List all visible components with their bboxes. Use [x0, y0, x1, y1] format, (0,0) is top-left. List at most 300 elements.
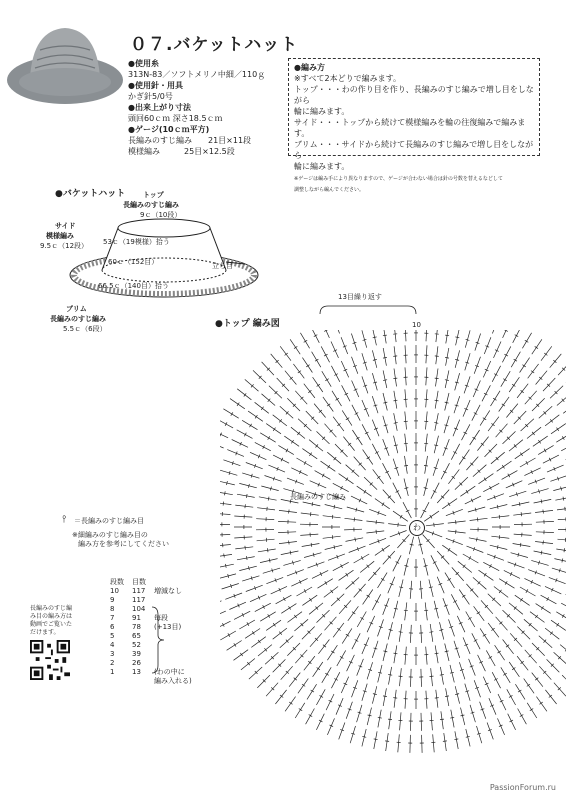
- stitch-mark: [383, 463, 391, 479]
- stitch-tick: [383, 696, 387, 697]
- stitch-mark: [499, 397, 509, 412]
- stitch-mark: [467, 546, 484, 552]
- stitch-mark: [502, 346, 510, 362]
- stitch-mark: [327, 452, 341, 464]
- stitch-mark: [352, 381, 359, 398]
- stitch-mark: [436, 690, 438, 708]
- stitch-tick: [383, 402, 387, 403]
- stitch-mark: [253, 370, 266, 383]
- stitch-tick: [317, 668, 320, 670]
- stitch-mark: [480, 410, 490, 425]
- stitch-mark: [484, 337, 491, 354]
- stitch-mark: [554, 559, 566, 563]
- stitch-tick: [538, 440, 540, 443]
- stitch-mark: [459, 590, 469, 605]
- stitch-mark: [543, 455, 559, 463]
- gauge-note-2: 調整しながら編んでください。: [294, 187, 365, 193]
- chart-center-ring: わ: [409, 520, 425, 536]
- stitch-mark: [333, 483, 349, 491]
- stitch-mark: [492, 672, 500, 688]
- stitch-mark: [524, 578, 540, 586]
- stitch-mark: [227, 641, 242, 651]
- stitch-mark: [426, 412, 428, 430]
- stitch-tick: [541, 551, 542, 555]
- stitch-tick: [332, 535, 333, 539]
- stitch-tick: [355, 538, 356, 542]
- stitch-tick: [404, 443, 408, 444]
- stitch-mark: [491, 452, 505, 464]
- stitch-mark: [333, 623, 344, 637]
- stitch-mark: [220, 492, 233, 495]
- stitch-tick: [399, 632, 403, 633]
- stitch-mark: [498, 718, 505, 735]
- stitch-tick: [246, 494, 247, 498]
- stitch-tick: [454, 739, 458, 740]
- qr-line: 動画でご覧いた: [30, 621, 73, 628]
- stitch-mark: [444, 733, 447, 751]
- stitch-mark: [336, 698, 343, 715]
- stitch-mark: [558, 539, 566, 541]
- row-number: 10: [110, 587, 119, 595]
- row-note: (+13目): [154, 623, 182, 631]
- stitch-mark: [237, 557, 255, 560]
- stitch-mark: [477, 437, 488, 451]
- stitch-mark: [425, 456, 428, 474]
- stitch-mark: [486, 650, 495, 666]
- stitch-mark: [556, 433, 566, 442]
- hat-section-title: ●バケットハット: [55, 189, 126, 199]
- stitch-mark: [307, 684, 317, 699]
- stitch-mark: [388, 622, 392, 639]
- stitch-mark: [405, 456, 408, 474]
- stitch-tick: [332, 515, 333, 519]
- stitch-mark: [265, 476, 282, 482]
- stitch-mark: [512, 502, 530, 506]
- instr-line: 輪に編みます。: [294, 162, 350, 171]
- stitch-mark: [304, 384, 315, 398]
- stitch-mark: [426, 524, 444, 526]
- stitch-mark: [389, 667, 392, 685]
- side-label: サイド: [55, 222, 76, 230]
- stitch-mark: [255, 603, 271, 611]
- stitch-mark: [350, 726, 355, 743]
- stitch-mark: [528, 364, 539, 378]
- stitch-mark: [445, 393, 449, 411]
- stitch-mark: [498, 694, 506, 710]
- stitch-mark: [220, 470, 237, 475]
- table-bracket: [150, 605, 170, 675]
- stitch-mark: [466, 729, 470, 746]
- stitch-tick: [255, 415, 257, 418]
- stitch-mark: [360, 561, 374, 572]
- stitch-mark: [426, 345, 427, 363]
- stitch-mark: [256, 519, 274, 520]
- stitch-tick: [462, 457, 465, 459]
- stitch-mark: [513, 330, 521, 343]
- stitch-mark: [549, 577, 566, 583]
- stitch-tick: [424, 488, 428, 489]
- stitch-mark: [536, 532, 554, 533]
- stitch-tick: [382, 548, 384, 551]
- stitch-mark: [494, 342, 502, 358]
- stitch-tick: [273, 428, 275, 431]
- stitch-mark: [257, 539, 275, 541]
- stitch-tick: [466, 736, 470, 737]
- stitch-mark: [344, 529, 362, 530]
- stitch-tick: [561, 487, 562, 491]
- stitch-tick: [258, 640, 260, 643]
- stitch-mark: [220, 535, 230, 536]
- stitch-tick: [352, 612, 355, 614]
- stitch-mark: [262, 362, 274, 375]
- stitch-mark: [513, 544, 531, 547]
- row-number: 2: [110, 659, 115, 667]
- stitch-tick: [499, 515, 500, 519]
- stitch-mark: [405, 367, 406, 385]
- stitch-mark: [461, 708, 465, 726]
- stitch-mark: [509, 662, 519, 677]
- stitch-mark: [389, 711, 391, 729]
- stitch-mark: [372, 350, 376, 368]
- gauge-line-2: 模様編み 25目×12.5段: [128, 147, 235, 156]
- stitch-tick: [434, 423, 438, 424]
- stitch-mark: [457, 616, 465, 632]
- stitch-mark: [310, 633, 322, 647]
- stitch-mark: [511, 352, 520, 368]
- stitch-mark: [468, 507, 485, 512]
- stitch-tick: [302, 684, 305, 686]
- top-measure: 9ｃ（10段）: [140, 211, 182, 219]
- stitch-tick: [268, 436, 270, 439]
- stitch-mark: [332, 391, 342, 406]
- stitch-tick: [462, 595, 465, 597]
- stitch-mark: [479, 570, 494, 580]
- stitch-mark: [400, 668, 402, 686]
- stitch-mark: [234, 516, 252, 517]
- tools-text: かぎ針5/0号: [128, 92, 173, 101]
- stitch-mark: [354, 457, 366, 471]
- stitch-mark: [405, 412, 407, 430]
- stitch-mark: [509, 603, 523, 614]
- stitch-mark: [281, 666, 293, 680]
- stitch-tick: [224, 554, 225, 558]
- stitch-mark: [525, 391, 537, 404]
- stitch-tick: [378, 672, 382, 673]
- stitch-mark: [443, 598, 449, 615]
- stitch-mark: [429, 579, 433, 597]
- row-note: 編み入れる): [154, 677, 192, 685]
- stitch-mark: [317, 431, 330, 444]
- stitch-mark: [453, 420, 460, 437]
- stitch-mark: [291, 578, 307, 586]
- stitch-mark: [357, 612, 366, 628]
- stitch-mark: [532, 643, 545, 656]
- stitch-mark: [494, 587, 508, 598]
- stitch-mark: [287, 478, 304, 484]
- stitch-mark: [283, 560, 300, 565]
- stitch-mark: [318, 640, 329, 654]
- stitch-mark: [288, 612, 303, 623]
- stitch-tick: [383, 380, 387, 381]
- stitch-mark: [491, 536, 509, 538]
- stitch-mark: [491, 391, 501, 406]
- stitch-tick: [429, 632, 433, 633]
- stitch-tick: [270, 487, 271, 491]
- stitch-tick: [503, 379, 506, 381]
- stitch-mark: [424, 558, 428, 575]
- stitch-mark: [229, 602, 246, 609]
- stitch-mark: [556, 612, 566, 621]
- stitch-tick: [311, 690, 314, 692]
- stitch-tick: [299, 709, 302, 711]
- stitch-mark: [348, 606, 359, 621]
- stitch-mark: [455, 373, 460, 390]
- stitch-tick: [399, 587, 403, 588]
- measure-53: 53ｃ（19模様）拾う: [103, 238, 170, 246]
- stitch-mark: [302, 358, 312, 373]
- qr-code[interactable]: [30, 640, 70, 680]
- stitch-mark: [343, 437, 354, 451]
- stitch-mark: [527, 703, 537, 718]
- stitch-tick: [445, 651, 449, 652]
- stitch-tick: [346, 634, 349, 636]
- stitch-mark: [388, 524, 406, 526]
- stitch-mark: [404, 479, 408, 496]
- stitch-tick: [393, 378, 397, 379]
- stitch-tick: [252, 631, 254, 634]
- stitch-mark: [313, 662, 323, 677]
- stitch-mark: [451, 444, 459, 460]
- stitch-mark: [230, 399, 245, 409]
- stitch-mark: [394, 601, 398, 619]
- stitch-tick: [393, 356, 397, 357]
- stitch-mark: [435, 413, 439, 431]
- stitch-tick: [405, 566, 409, 567]
- stitch-mark: [466, 612, 475, 628]
- stitch-mark: [349, 546, 366, 552]
- stitch-tick: [225, 564, 226, 568]
- stitch-mark: [483, 562, 499, 570]
- table-row: [106, 596, 196, 605]
- stitch-mark: [281, 551, 299, 555]
- stitch-tick: [522, 365, 525, 367]
- stitch-mark: [331, 342, 339, 358]
- row-note: 毎段: [154, 614, 168, 622]
- stitch-count: 78: [132, 623, 141, 631]
- repeat-bracket: [318, 302, 418, 316]
- stitch-mark: [266, 620, 281, 630]
- stitch-mark: [363, 590, 373, 605]
- stitch-mark: [455, 477, 468, 490]
- stitch-tick: [512, 668, 515, 670]
- stitch-tick: [502, 404, 505, 406]
- stitch-mark: [534, 551, 552, 555]
- stitch-tick: [543, 541, 544, 545]
- stitch-count: 26: [132, 659, 141, 667]
- stitch-tick: [248, 484, 249, 488]
- stitch-mark: [483, 483, 499, 491]
- stitch-mark: [545, 586, 561, 594]
- stitch-tick: [328, 465, 330, 468]
- size-heading: ●出来上がり寸法: [128, 103, 191, 112]
- stitch-mark: [405, 330, 406, 341]
- stitch-mark: [487, 554, 504, 560]
- stitch-mark: [545, 690, 556, 704]
- stitch-tick: [381, 578, 384, 580]
- stitch-tick: [477, 612, 480, 614]
- stitch-mark: [504, 570, 520, 578]
- stitch-mark: [303, 502, 321, 506]
- stitch-mark: [339, 474, 354, 484]
- stitch-mark: [325, 424, 337, 438]
- stitch-mark: [258, 645, 272, 656]
- stitch-mark: [375, 545, 390, 555]
- stitch-mark: [352, 680, 358, 697]
- stitch-mark: [394, 690, 396, 708]
- stitch-mark: [325, 505, 343, 509]
- stitch-mark: [528, 478, 545, 484]
- row-note: 増減なし: [154, 587, 182, 595]
- stitch-mark: [386, 733, 389, 751]
- stitch-mark: [418, 537, 422, 555]
- stitch-mark: [266, 577, 283, 583]
- stitch-mark: [339, 570, 354, 580]
- brim-measure: 5.5ｃ（6段）: [63, 325, 107, 333]
- stitch-mark: [269, 386, 282, 399]
- stitch-tick: [476, 538, 477, 542]
- stitch-mark: [351, 496, 367, 504]
- stitch-mark: [496, 617, 508, 631]
- stitch-tick: [531, 371, 534, 373]
- stitch-mark: [239, 483, 256, 487]
- stitch-tick: [562, 614, 564, 617]
- hat-photo: [5, 20, 125, 110]
- stitch-mark: [280, 406, 293, 418]
- instr-line: 輪に編みます。: [294, 107, 350, 116]
- stitch-mark: [469, 659, 476, 676]
- stitch-mark: [268, 465, 285, 472]
- stitch-mark: [242, 420, 257, 429]
- stitch-mark: [312, 570, 328, 578]
- stitch-tick: [434, 445, 438, 446]
- stitch-mark: [521, 419, 534, 431]
- stitch-mark: [323, 536, 341, 538]
- stitch-mark: [524, 619, 538, 631]
- stitch-mark: [295, 650, 307, 663]
- stitch-mark: [327, 718, 334, 735]
- stitch-mark: [410, 625, 411, 643]
- qr-line: だけます。: [30, 629, 60, 636]
- stitch-mark: [515, 449, 530, 459]
- stitch-mark: [383, 688, 386, 706]
- stitch-tick: [240, 653, 242, 656]
- stitch-tick: [228, 574, 229, 578]
- stitch-mark: [341, 337, 348, 354]
- table-header-stitches: 目数: [132, 578, 146, 586]
- stitch-mark: [367, 616, 375, 632]
- stitch-tick: [385, 741, 389, 742]
- stitch-mark: [425, 531, 442, 537]
- materials-block: [128, 58, 265, 157]
- stitch-mark: [411, 669, 412, 687]
- stitch-mark: [284, 436, 299, 446]
- stitch-mark: [561, 603, 566, 611]
- stitch-mark: [394, 369, 397, 387]
- stitch-mark: [420, 581, 422, 599]
- stitch-mark: [316, 689, 325, 705]
- stitch-mark: [306, 411, 318, 424]
- stitch-tick: [367, 457, 370, 459]
- stitch-tick: [289, 606, 291, 609]
- stitch-mark: [539, 636, 552, 648]
- stitch-mark: [220, 621, 231, 629]
- stitch-mark: [342, 410, 352, 425]
- stitch-mark: [346, 538, 364, 542]
- stitch-mark: [517, 656, 528, 670]
- stitch-mark: [485, 444, 498, 457]
- stitch-mark: [538, 445, 553, 454]
- stitch-count: [128, 677, 150, 686]
- stitch-tick: [535, 615, 537, 618]
- stitch-mark: [251, 637, 265, 648]
- stitch-mark: [445, 644, 449, 662]
- stitch-tick: [455, 359, 459, 360]
- row-note: (わの中に: [154, 668, 185, 676]
- stitch-mark: [411, 713, 412, 731]
- stitch-mark: [317, 610, 330, 623]
- stitch-tick: [309, 598, 311, 601]
- stitch-mark: [436, 346, 438, 364]
- stitch-mark: [503, 610, 516, 623]
- stitch-tick: [248, 566, 249, 570]
- qr-line: 長編みのすじ編: [30, 605, 73, 612]
- stitch-tick: [435, 378, 439, 379]
- stitch-mark: [300, 534, 318, 535]
- stitch-tick: [543, 510, 544, 514]
- stitch-tick: [290, 551, 291, 555]
- stitch-mark: [550, 354, 562, 368]
- stitch-mark: [503, 640, 514, 654]
- stitch-mark: [331, 672, 339, 688]
- stitch-tick: [519, 502, 520, 506]
- stitch-mark: [528, 570, 545, 576]
- stitch-mark: [313, 377, 323, 392]
- stitch-tick: [367, 595, 370, 597]
- stitch-mark: [470, 430, 480, 445]
- side-stitch-label: 模様編み: [46, 232, 74, 240]
- stitch-mark: [450, 665, 454, 683]
- stitch-tick: [445, 402, 449, 403]
- stitch-tick: [525, 340, 529, 342]
- stitch-mark: [265, 652, 278, 664]
- stitch-mark: [426, 691, 427, 709]
- stitch-tick: [331, 590, 333, 593]
- stitch-mark: [306, 709, 315, 725]
- stitch-tick: [404, 610, 408, 611]
- stitch-mark: [318, 579, 333, 589]
- stitch-mark: [399, 624, 402, 642]
- stitch-mark: [287, 570, 304, 576]
- stitch-mark: [273, 455, 289, 463]
- stitch-mark: [220, 564, 234, 568]
- stitch-mark: [423, 535, 435, 549]
- stitch-mark: [383, 439, 389, 456]
- stitch-mark: [383, 551, 395, 564]
- stitch-mark: [463, 400, 470, 417]
- stitch-mark: [220, 441, 224, 448]
- stitch-mark: [368, 567, 380, 581]
- stitch-mark: [234, 537, 252, 538]
